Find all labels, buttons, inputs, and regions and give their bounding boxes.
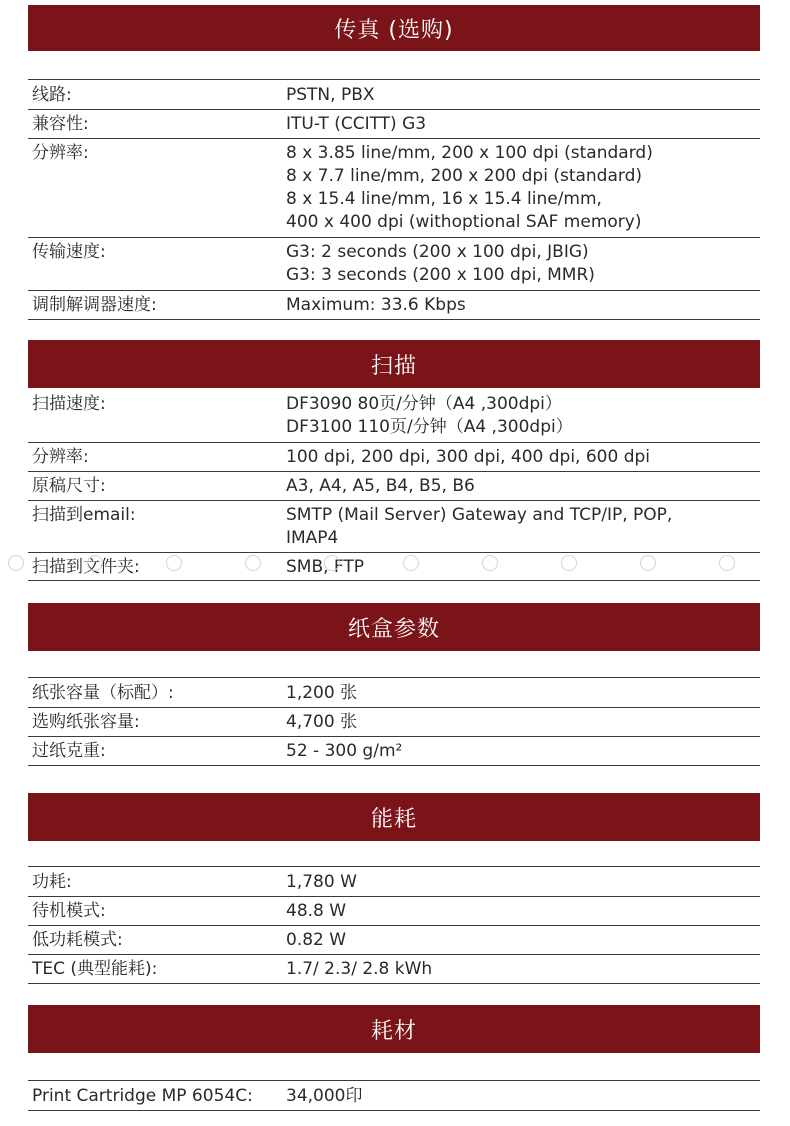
spec-label: 扫描到email: <box>32 505 136 525</box>
divider <box>28 319 760 320</box>
watermark-logo-icon <box>403 555 419 571</box>
divider <box>28 896 760 897</box>
divider <box>28 983 760 984</box>
watermark-logo-icon <box>166 555 182 571</box>
spec-label: 功耗: <box>32 872 72 892</box>
spec-label: 分辨率: <box>32 143 89 163</box>
watermark-item <box>395 549 474 577</box>
watermark-logo-icon <box>245 555 261 571</box>
divider <box>28 500 760 501</box>
divider <box>28 109 760 110</box>
spec-label: 低功耗模式: <box>32 930 123 950</box>
spec-label: 扫描速度: <box>32 394 106 414</box>
spec-label: 兼容性: <box>32 114 89 134</box>
watermark-item <box>711 549 790 577</box>
watermark-item <box>158 549 237 577</box>
spec-value: 34,000印 <box>286 1086 363 1106</box>
spec-label: 线路: <box>32 85 72 105</box>
spec-value: DF3090 80页/分钟（A4 ,300dpi） DF3100 110页/分钟（A4 ,300dpi） <box>286 394 573 437</box>
spec-value: 4,700 张 <box>286 712 358 732</box>
spec-value: 100 dpi, 200 dpi, 300 dpi, 400 dpi, 600 dpi <box>286 447 651 467</box>
spec-label: 原稿尺寸: <box>32 476 106 496</box>
section-title: 能耗 <box>370 806 417 832</box>
spec-label: 过纸克重: <box>32 741 106 761</box>
spec-label: 调制解调器速度: <box>32 295 157 315</box>
watermark-logo-icon <box>719 555 735 571</box>
watermark-logo-icon <box>640 555 656 571</box>
divider <box>28 580 760 581</box>
spec-value: Maximum: 33.6 Kbps <box>286 295 466 315</box>
spec-value: 0.82 W <box>286 930 347 950</box>
watermark-item <box>553 549 632 577</box>
spec-label: 扫描到文件夹: <box>32 557 140 577</box>
spec-value: 52 - 300 g/m² <box>286 741 403 761</box>
spec-value: A3, A4, A5, B4, B5, B6 <box>286 476 475 496</box>
divider <box>28 552 760 553</box>
spec-value: SMTP (Mail Server) Gateway and TCP/IP, POP, IMAP4 <box>286 505 673 548</box>
divider <box>28 1110 760 1111</box>
spec-label: 分辨率: <box>32 447 89 467</box>
divider <box>28 707 760 708</box>
section-header-consumables <box>28 1005 760 1053</box>
divider <box>28 471 760 472</box>
divider <box>28 925 760 926</box>
section-header-paper-tray <box>28 603 760 651</box>
divider <box>28 138 760 139</box>
divider <box>28 677 760 678</box>
divider <box>28 237 760 238</box>
watermark-logo-icon <box>482 555 498 571</box>
spec-value: 48.8 W <box>286 901 347 921</box>
divider <box>28 954 760 955</box>
spec-value: G3: 2 seconds (200 x 100 dpi, JBIG) G3: 3 seconds (200 x 100 dpi, MMR) <box>286 242 595 285</box>
watermark-item <box>632 549 711 577</box>
section-title: 纸盒参数 <box>347 616 440 642</box>
divider <box>28 866 760 867</box>
section-title: 扫描 <box>370 353 417 379</box>
spec-label: 传输速度: <box>32 242 106 262</box>
spec-label: 选购纸张容量: <box>32 712 140 732</box>
section-title: 传真 (选购) <box>334 17 454 43</box>
watermark-logo-icon <box>561 555 577 571</box>
spec-value: 1,780 W <box>286 872 357 892</box>
section-header-fax <box>28 5 760 51</box>
divider <box>28 736 760 737</box>
watermark-logo-icon <box>8 555 24 571</box>
spec-value: PSTN, PBX <box>286 85 375 105</box>
divider <box>28 442 760 443</box>
divider <box>28 765 760 766</box>
spec-value: ITU-T (CCITT) G3 <box>286 114 427 134</box>
watermark-item <box>474 549 553 577</box>
section-header-power <box>28 793 760 841</box>
spec-label: 纸张容量（标配）: <box>32 683 174 703</box>
spec-label: 待机模式: <box>32 901 106 921</box>
spec-label: TEC (典型能耗): <box>32 959 158 979</box>
divider <box>28 1080 760 1081</box>
spec-value: 1.7/ 2.3/ 2.8 kWh <box>286 959 433 979</box>
section-header-scan <box>28 340 760 388</box>
spec-value: 8 x 3.85 line/mm, 200 x 100 dpi (standard) 8 x 7.7 line/mm, 200 x 200 dpi (standard) 8 x 15.4 line/mm, 16 x 15.4 line/mm, 400 x 400 dpi (withoptional SAF memory) <box>286 143 653 232</box>
divider <box>28 290 760 291</box>
section-title: 耗材 <box>370 1018 417 1044</box>
spec-value: SMB, FTP <box>286 557 365 577</box>
spec-label: Print Cartridge MP 6054C: <box>32 1086 253 1106</box>
divider <box>28 79 760 80</box>
spec-value: 1,200 张 <box>286 683 358 703</box>
